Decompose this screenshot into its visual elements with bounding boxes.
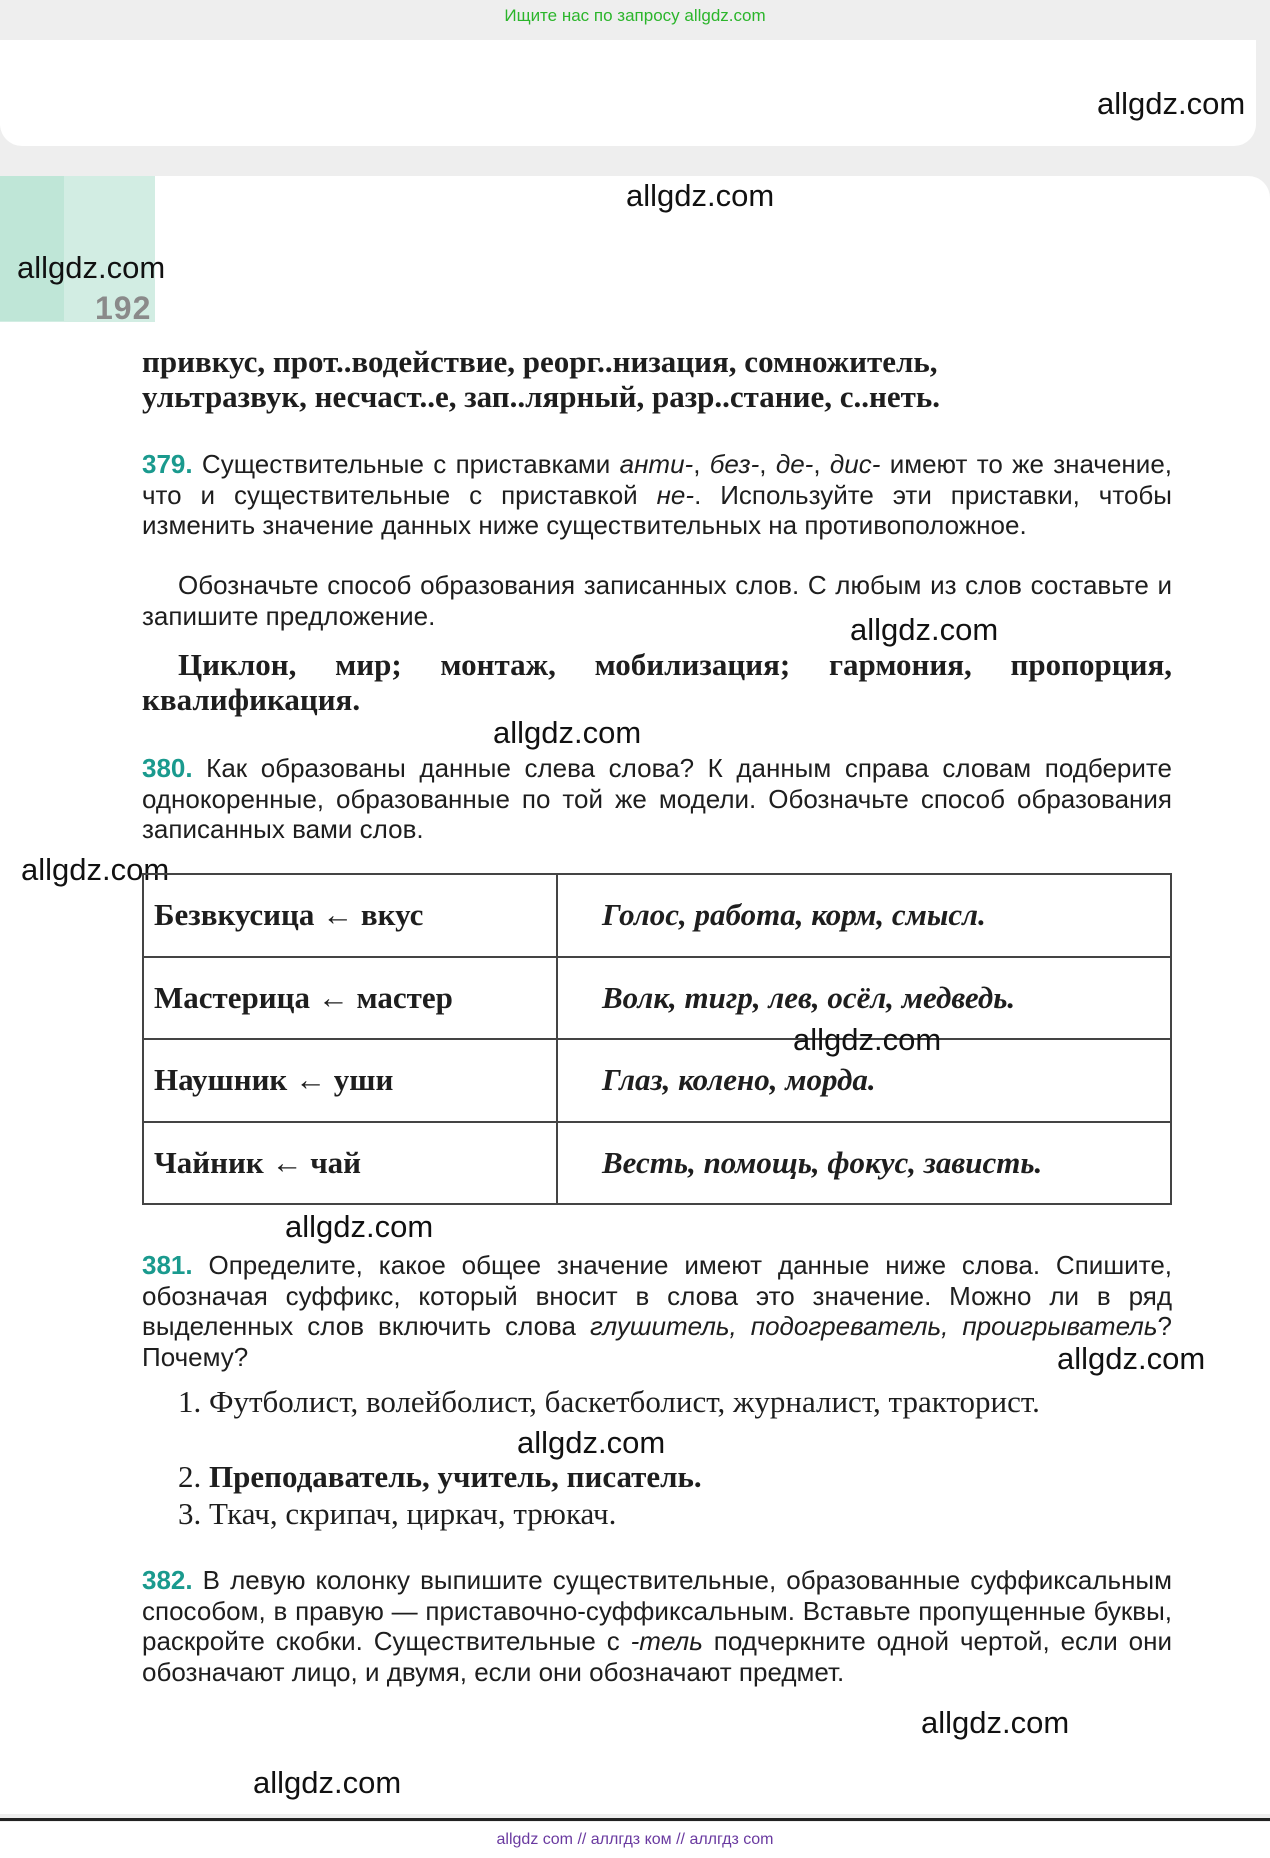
- watermark: allgdz.com: [285, 1209, 434, 1244]
- watermark: allgdz.com: [17, 250, 166, 285]
- exercise-380-text: [142, 753, 1172, 845]
- intro-words-line-1: привкус, прот..водействие, реорг..низация, сомножитель,: [142, 344, 938, 379]
- prefix: анти-: [619, 449, 694, 479]
- table-row: [143, 957, 1171, 1040]
- exercise-379-words: Циклон, мир; монтаж, мобилизация; гармония, пропорция, квалификация.: [142, 647, 1172, 717]
- exercise-381-item-2: [142, 1458, 1172, 1495]
- watermark: allgdz.com: [626, 178, 775, 213]
- table-cell-right: Волк, тигр, лев, осёл, медведь.: [557, 957, 1171, 1040]
- table-cell-left: Безвкусица ← вкус: [143, 874, 557, 957]
- table-cell-left: Мастерица ← мастер: [143, 957, 557, 1040]
- text: подчеркните одной чертой, если они обозначают лицо, и двумя, если они обозначают предмет.: [142, 1626, 1172, 1687]
- word-formation-table: [142, 873, 1172, 1205]
- table-row: [143, 1039, 1171, 1122]
- text: ? Почему?: [142, 1311, 1172, 1372]
- table-cell-right: Голос, работа, корм, смысл.: [557, 874, 1171, 957]
- prefix: без-: [709, 449, 760, 479]
- exercise-382-text: [142, 1565, 1172, 1687]
- text: ,: [693, 449, 710, 479]
- table-cell-right: Глаз, колено, морда.: [557, 1039, 1171, 1122]
- text: . Используйте эти приставки, чтобы изменить значение данных ниже существительных на противоположное.: [142, 479, 1172, 540]
- watermark: allgdz.com: [253, 1765, 402, 1800]
- table-row: [143, 1122, 1171, 1205]
- watermark: allgdz.com: [921, 1705, 1070, 1740]
- item-number: 2.: [178, 1459, 209, 1494]
- prefix: де-: [775, 449, 814, 479]
- prefix: дис-: [829, 449, 881, 479]
- top-hint: Ищите нас по запросу allgdz.com: [504, 6, 766, 25]
- prefix: не-: [656, 479, 695, 510]
- exercise-379-text: [142, 449, 1172, 541]
- text: В левую колонку выпишите существительные, образованные суффиксальным способом, в правую — приставочно-суффиксальным. Вставьте пропущенные буквы, раскройте скобки. Существительные с: [142, 1565, 1172, 1656]
- bottom-rule: [0, 1818, 1270, 1821]
- page-number: 192: [95, 290, 152, 326]
- table-row: [143, 874, 1171, 957]
- table-cell-left: Чайник ← чай: [143, 1122, 557, 1205]
- exercise-number: 380.: [142, 753, 193, 783]
- table-cell-left: Наушник ← уши: [143, 1039, 557, 1122]
- exercise-number: 379.: [142, 449, 193, 479]
- watermark: allgdz.com: [1097, 86, 1246, 121]
- exercise-381-text: [142, 1250, 1172, 1372]
- watermark: allgdz.com: [793, 1022, 942, 1057]
- text: Существительные с приставками: [192, 449, 620, 479]
- top-card: [0, 40, 1256, 146]
- footer-text: allgdz com // аллгдз ком // аллгдз com: [0, 1822, 1270, 1858]
- intro-words-line-2: ультразвук, несчаст..е, зап..лярный, разр..стание, с..неть.: [142, 379, 940, 414]
- bold-words: Преподаватель, учитель, писатель.: [209, 1459, 702, 1494]
- exercise-number: 381.: [142, 1250, 193, 1280]
- watermark: allgdz.com: [21, 852, 170, 887]
- italic-words: глушитель, подогреватель, проигрыватель: [590, 1311, 1158, 1341]
- exercise-381-item-1: 1. Футболист, волейболист, баскетболист, журналист, тракторист.: [178, 1384, 1040, 1419]
- watermark: allgdz.com: [517, 1425, 666, 1460]
- table-cell-right: Весть, помощь, фокус, зависть.: [557, 1122, 1171, 1205]
- exercise-381-item-3: 3. Ткач, скрипач, циркач, трюкач.: [178, 1496, 617, 1531]
- page-corner-band-dark: [0, 176, 64, 321]
- text: Как образованы данные слева слова? К данным справа словам подберите однокоренные, образованные по той же модели. Обозначьте способ образования записанных вами слов.: [142, 753, 1172, 844]
- watermark: allgdz.com: [493, 715, 642, 750]
- text: Определите, какое общее значение имеют данные ниже слова. Спишите, обозначая суффикс, который вносит в слова это значение. Можно ли в ряд выделенных слов включить слова: [142, 1250, 1172, 1341]
- watermark: allgdz.com: [1057, 1341, 1206, 1376]
- watermark: allgdz.com: [850, 612, 999, 647]
- text: ,: [813, 449, 830, 479]
- text: имеют то же значение, что и существительные с приставкой: [142, 449, 1172, 510]
- text: ,: [759, 449, 776, 479]
- italic-suffix: -тель: [630, 1626, 703, 1656]
- exercise-379-task: Обозначьте способ образования записанных слов. С любым из слов составьте и запишите предложение.: [142, 570, 1172, 631]
- exercise-number: 382.: [142, 1565, 193, 1595]
